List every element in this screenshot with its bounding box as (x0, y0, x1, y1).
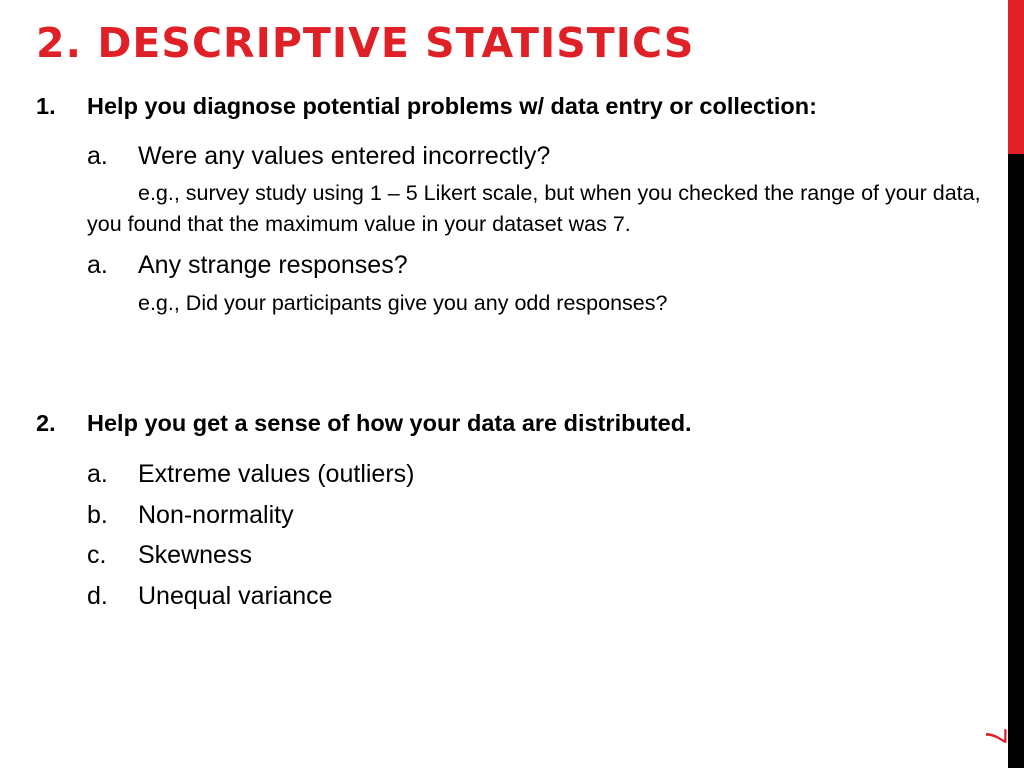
section-2-item-d-letter: d. (87, 582, 108, 610)
section-1-item-b-example: e.g., Did your participants give you any odd responses? (138, 291, 668, 315)
section-2-number: 2. (36, 410, 56, 436)
page-number: 7 (979, 727, 1012, 745)
section-1-item-a-example: e.g., survey study using 1 – 5 Likert scale, but when you checked the range of your data, you found that the maximum value in your dataset was 7. (87, 181, 981, 236)
section-1-number: 1. (36, 93, 56, 119)
section-2-item-c-letter: c. (87, 541, 107, 569)
section-2-heading: Help you get a sense of how your data are distributed. (87, 410, 692, 436)
section-2-item-d-text: Unequal variance (138, 582, 333, 610)
section-1-heading: Help you diagnose potential problems w/ data entry or collection: (87, 93, 817, 119)
slide-title: 2. DESCRIPTIVE STATISTICS (36, 19, 695, 67)
section-1-item-b-letter: a. (87, 251, 108, 279)
section-1-item-b-text: Any strange responses? (138, 251, 408, 279)
section-1-item-a-text: Were any values entered incorrectly? (138, 142, 551, 170)
section-2-item-c-text: Skewness (138, 541, 252, 569)
section-2-item-b-text: Non-normality (138, 501, 294, 529)
section-2-item-a-text: Extreme values (outliers) (138, 460, 415, 488)
section-1-item-a-letter: a. (87, 142, 108, 170)
accent-bar-black (1008, 154, 1024, 768)
section-2-item-b-letter: b. (87, 501, 108, 529)
section-2-item-a-letter: a. (87, 460, 108, 488)
accent-bar-red (1008, 0, 1024, 154)
